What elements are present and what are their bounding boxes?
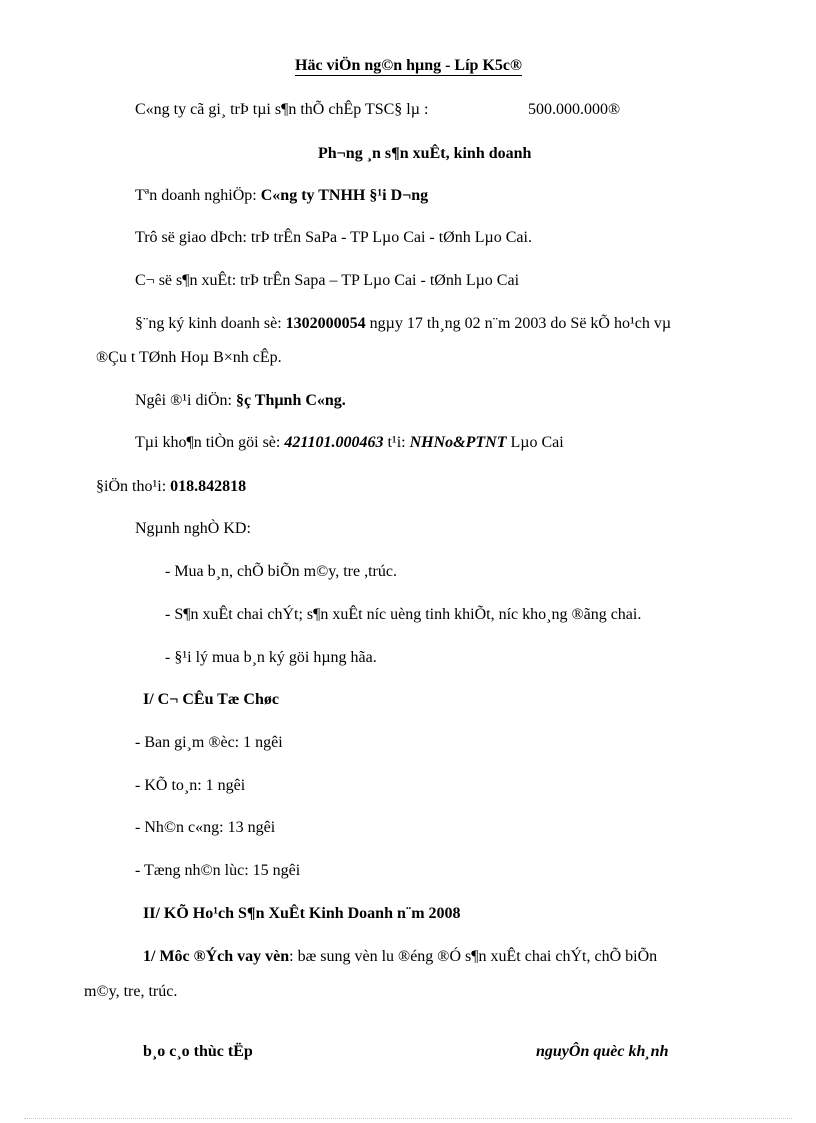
footer-right: nguyÔn quèc kh¸nh xyxy=(536,1043,669,1060)
representative-label: Ngêi ®¹i diÖn: xyxy=(135,392,232,409)
purpose-text: : bæ sung vèn lu ®éng ®Ó s¶n xuÊt chai chÝt, chÕ biÕn xyxy=(289,948,658,965)
production-base: C¬ së s¶n xuÊt: trÞ trÊn Sapa – TP Lµo Cai - tØnh Lµo Cai xyxy=(135,272,520,289)
purpose-row xyxy=(143,947,657,967)
plan-heading: II/ KÕ Ho¹ch S¶n XuÊt Kinh Doanh n¨m 2008 xyxy=(143,905,461,922)
purpose-label: 1/ Môc ®Ých vay vèn xyxy=(143,948,290,965)
capital-label: C«ng ty cã gi¸ trÞ tµi s¶n thÕ chÊp TSC§ lµ : xyxy=(135,101,429,118)
footer-left: b¸o c¸o thùc tËp xyxy=(143,1043,253,1060)
business-reg-number: 1302000054 xyxy=(285,315,366,332)
business-reg-line2: ®Çu t TØnh Hoµ B×nh cÊp. xyxy=(96,349,282,366)
business-lines-label: Ngµnh nghÒ KD: xyxy=(135,520,251,537)
org-item: - KÕ to¸n: 1 ngêi xyxy=(135,777,246,794)
account-row xyxy=(135,433,564,453)
org-heading: I/ C¬ CÊu Tæ Chøc xyxy=(143,691,279,708)
business-registration-row xyxy=(135,314,671,334)
account-location: Lµo Cai xyxy=(510,434,564,451)
account-bank: NHNo&PTNT xyxy=(409,434,507,451)
account-at: t¹i: xyxy=(387,434,406,451)
phone-row xyxy=(96,477,246,497)
org-item: - Nh©n c«ng: 13 ngêi xyxy=(135,819,276,836)
capital-row xyxy=(135,100,428,120)
org-item: - Tæng nh©n lùc: 15 ngêi xyxy=(135,862,301,879)
account-label: Tµi kho¶n tiÒn göi sè: xyxy=(135,434,281,451)
business-line-item: - S¶n xuÊt chai chÝt; s¶n xuÊt níc uèng tinh khiÕt, níc kho¸ng ®ãng chai. xyxy=(165,606,642,623)
purpose-line2: m©y, tre, trúc. xyxy=(84,983,178,1000)
company-name-label: Tªn doanh nghiÖp: xyxy=(135,187,257,204)
phone-label: §iÖn tho¹i: xyxy=(96,478,167,495)
page-bottom-divider xyxy=(24,1118,792,1119)
capital-value: 500.000.000® xyxy=(528,101,621,118)
business-reg-prefix: §¨ng ký kinh doanh sè: xyxy=(135,315,282,332)
company-name-value: C«ng ty TNHH §¹i D¬ng xyxy=(260,187,429,204)
representative-row xyxy=(135,391,346,411)
company-name-row xyxy=(135,186,428,206)
head-office: Trô së giao dÞch: trÞ trÊn SaPa - TP Lµo Cai - tØnh Lµo Cai. xyxy=(135,229,532,246)
phone-value: 018.842818 xyxy=(170,478,247,495)
section-heading: Ph¬ng ¸n s¶n xuÊt, kinh doanh xyxy=(318,145,532,162)
business-line-item: - Mua b¸n, chÕ biÕn m©y, tre ,trúc. xyxy=(165,563,397,580)
account-number: 421101.000463 xyxy=(284,434,384,451)
header-title: Häc viÖn ng©n hµng - Líp K5c® xyxy=(295,57,522,74)
representative-value: §ç Thµnh C«ng. xyxy=(235,392,346,409)
org-item: - Ban gi¸m ®èc: 1 ngêi xyxy=(135,734,283,751)
business-reg-suffix: ngµy 17 th¸ng 02 n¨m 2003 do Së kÕ ho¹ch vµ xyxy=(369,315,672,332)
business-line-item: - §¹i lý mua b¸n ký göi hµng hãa. xyxy=(165,649,377,666)
